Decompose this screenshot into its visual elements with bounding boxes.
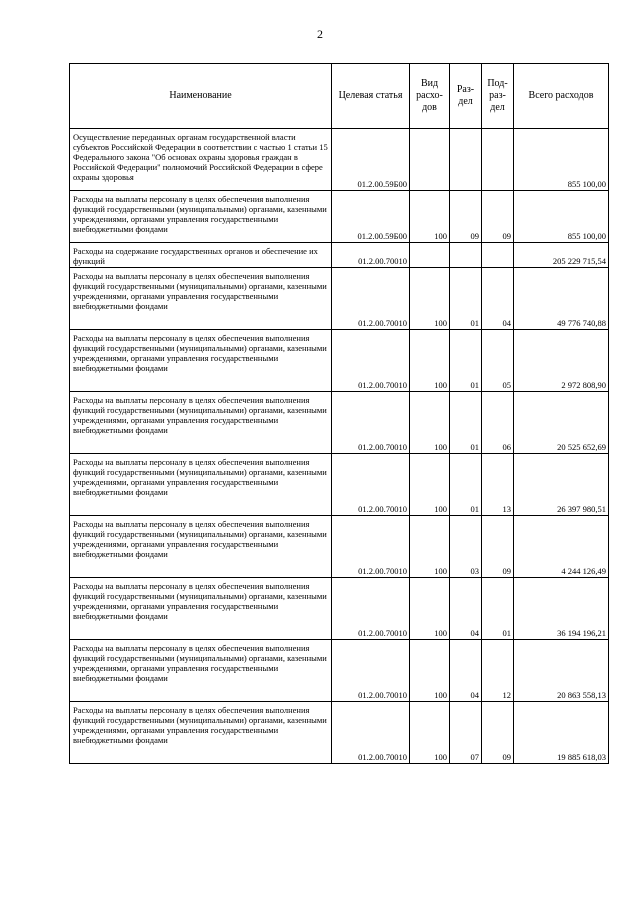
table-row — [70, 392, 609, 454]
row-name: Расходы на выплаты персоналу в целях обеспечения выполнения функций государственными (муниципальными) органами, казенными учреждениями, органами управления государственными внебюджетными фондами — [70, 516, 332, 578]
row-expense-type: 100 — [410, 702, 450, 764]
row-name: Расходы на выплаты персоналу в целях обеспечения выполнения функций государственными (муниципальными) органами, казенными учреждениями, органами управления государственными внебюджетными фондами — [70, 392, 332, 454]
row-section: 04 — [450, 578, 482, 640]
row-name: Расходы на выплаты персоналу в целях обеспечения выполнения функций государственными (муниципальными) органами, казенными учреждениями, органами управления государственными внебюджетными фондами — [70, 330, 332, 392]
row-expense-type: 100 — [410, 454, 450, 516]
row-section: 07 — [450, 702, 482, 764]
row-expense-type — [410, 243, 450, 268]
row-target-article: 01.2.00.70010 — [332, 640, 410, 702]
row-target-article: 01.2.00.70010 — [332, 268, 410, 330]
row-expense-type: 100 — [410, 392, 450, 454]
header-total: Всего расходов — [514, 64, 609, 129]
row-expense-type: 100 — [410, 516, 450, 578]
row-total: 855 100,00 — [514, 129, 609, 191]
row-name: Расходы на выплаты персоналу в целях обеспечения выполнения функций государственными (муниципальными) органами, казенными учреждениями, органами управления государственными внебюджетными фондами — [70, 640, 332, 702]
table-header-row — [70, 64, 609, 129]
row-section: 01 — [450, 454, 482, 516]
row-total: 26 397 980,51 — [514, 454, 609, 516]
row-expense-type: 100 — [410, 578, 450, 640]
table-row — [70, 243, 609, 268]
row-expense-type: 100 — [410, 268, 450, 330]
row-subsection — [482, 243, 514, 268]
row-section: 03 — [450, 516, 482, 578]
table-row — [70, 191, 609, 243]
table-row — [70, 702, 609, 764]
row-total: 20 863 558,13 — [514, 640, 609, 702]
row-expense-type: 100 — [410, 191, 450, 243]
table-row — [70, 640, 609, 702]
row-total: 19 885 618,03 — [514, 702, 609, 764]
row-target-article: 01.2.00.59Б00 — [332, 129, 410, 191]
table-row — [70, 330, 609, 392]
row-subsection: 01 — [482, 578, 514, 640]
row-total: 205 229 715,54 — [514, 243, 609, 268]
budget-table — [69, 63, 609, 764]
page-number: 2 — [317, 27, 323, 41]
row-subsection: 12 — [482, 640, 514, 702]
table-row — [70, 578, 609, 640]
table-row — [70, 268, 609, 330]
header-section: Раз-дел — [450, 64, 482, 129]
row-target-article: 01.2.00.70010 — [332, 578, 410, 640]
row-subsection: 09 — [482, 191, 514, 243]
table-row — [70, 454, 609, 516]
header-subsection: Под-раз-дел — [482, 64, 514, 129]
row-target-article: 01.2.00.70010 — [332, 392, 410, 454]
row-section: 09 — [450, 191, 482, 243]
row-name: Осуществление переданных органам государственной власти субъектов Российской Федерации в соответствии с частью 1 статьи 15 Федерального закона "Об основах охраны здоровья граждан в Российской Федерации" полномочий Российской Федерации в сфере охраны здоровья — [70, 129, 332, 191]
row-section: 01 — [450, 392, 482, 454]
header-target-article: Целевая статья — [332, 64, 410, 129]
row-total: 2 972 808,90 — [514, 330, 609, 392]
row-subsection: 04 — [482, 268, 514, 330]
row-total: 4 244 126,49 — [514, 516, 609, 578]
row-total: 36 194 196,21 — [514, 578, 609, 640]
row-target-article: 01.2.00.70010 — [332, 702, 410, 764]
row-total: 855 100,00 — [514, 191, 609, 243]
row-section: 01 — [450, 330, 482, 392]
table-row — [70, 516, 609, 578]
row-name: Расходы на выплаты персоналу в целях обеспечения выполнения функций государственными (муниципальными) органами, казенными учреждениями, органами управления государственными внебюджетными фондами — [70, 191, 332, 243]
table-row — [70, 129, 609, 191]
row-total: 49 776 740,88 — [514, 268, 609, 330]
header-expense-type: Вид расхо-дов — [410, 64, 450, 129]
row-target-article: 01.2.00.70010 — [332, 516, 410, 578]
row-name: Расходы на выплаты персоналу в целях обеспечения выполнения функций государственными (муниципальными) органами, казенными учреждениями, органами управления государственными внебюджетными фондами — [70, 578, 332, 640]
row-section: 04 — [450, 640, 482, 702]
row-subsection: 09 — [482, 516, 514, 578]
row-subsection: 06 — [482, 392, 514, 454]
row-name: Расходы на содержание государственных органов и обеспечение их функций — [70, 243, 332, 268]
row-expense-type: 100 — [410, 640, 450, 702]
header-name: Наименование — [70, 64, 332, 129]
row-total: 20 525 652,69 — [514, 392, 609, 454]
row-target-article: 01.2.00.59Б00 — [332, 191, 410, 243]
row-subsection: 05 — [482, 330, 514, 392]
row-expense-type — [410, 129, 450, 191]
row-name: Расходы на выплаты персоналу в целях обеспечения выполнения функций государственными (муниципальными) органами, казенными учреждениями, органами управления государственными внебюджетными фондами — [70, 702, 332, 764]
row-name: Расходы на выплаты персоналу в целях обеспечения выполнения функций государственными (муниципальными) органами, казенными учреждениями, органами управления государственными внебюджетными фондами — [70, 268, 332, 330]
row-target-article: 01.2.00.70010 — [332, 243, 410, 268]
row-subsection: 13 — [482, 454, 514, 516]
row-subsection: 09 — [482, 702, 514, 764]
row-section: 01 — [450, 268, 482, 330]
row-section — [450, 129, 482, 191]
row-name: Расходы на выплаты персоналу в целях обеспечения выполнения функций государственными (муниципальными) органами, казенными учреждениями, органами управления государственными внебюджетными фондами — [70, 454, 332, 516]
row-section — [450, 243, 482, 268]
row-target-article: 01.2.00.70010 — [332, 454, 410, 516]
row-subsection — [482, 129, 514, 191]
row-target-article: 01.2.00.70010 — [332, 330, 410, 392]
row-expense-type: 100 — [410, 330, 450, 392]
